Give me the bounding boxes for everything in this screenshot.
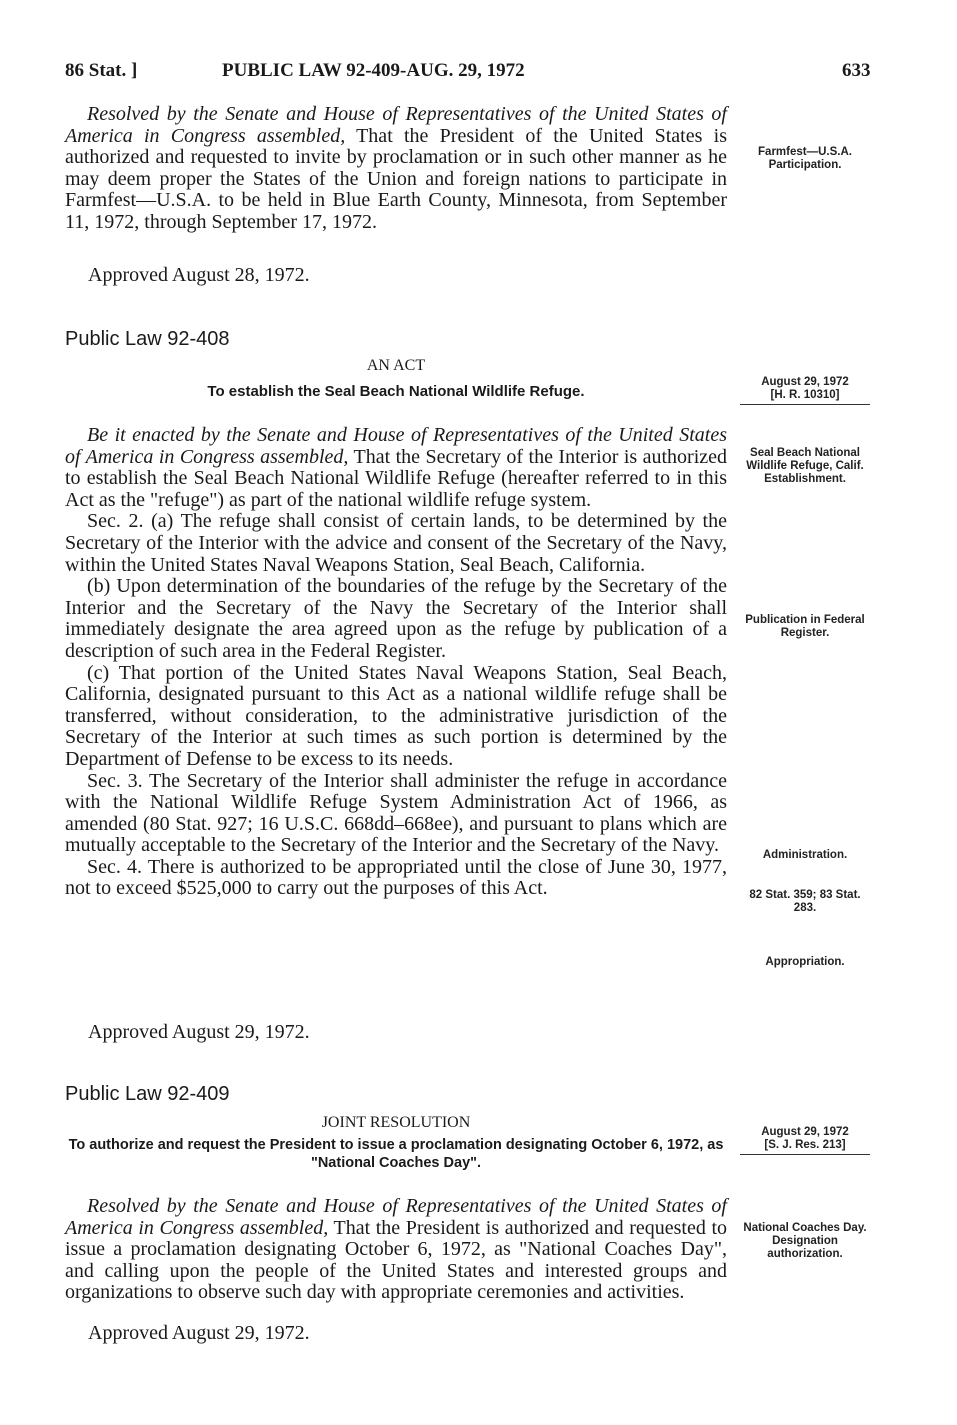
- resolution-409-text: That the President is authorized and requested to issue a proclamation designating October 6, 1972, as "National Coaches Day", and calling upon the people of the United States and interested groups and organizations to observe such day with appropriate ceremonies and activities.: [65, 1216, 728, 1304]
- margin-note-establishment: Seal Beach National Wildlife Refuge, Calif. Establishment.: [746, 447, 864, 485]
- section-1: That the Secretary of the Interior is authorized to establish the Seal Beach National Wildlife Refuge (hereafter referred to in this Act as the "refuge") as part of the national wildlife refuge system.: [65, 445, 728, 511]
- section-2c: (c) That portion of the United States Naval Weapons Station, Seal Beach, California, designated pursuant to this Act as a national wildlife refuge shall be transferred, without consideration, to the administrative jurisdiction of the Secretary of the Interior at such times as such portion is determined by the Department of Defense to be excess to its needs.: [65, 661, 727, 770]
- margin-note-administration: Administration.: [762, 849, 848, 861]
- approved-408: Approved August 29, 1972.: [88, 1021, 310, 1043]
- page-number: 633: [842, 60, 871, 81]
- margin-note-coaches-day: National Coaches Day. Designation authorization.: [743, 1222, 867, 1260]
- margin-note-publication: Publication in Federal Register.: [745, 614, 865, 639]
- joint-resolution-heading: JOINT RESOLUTION: [321, 1114, 471, 1131]
- resolved-clause: Resolved by the Senate and House of Representatives of the United States of America in Congress assembled,: [65, 103, 727, 147]
- bill-number-409: [S. J. Res. 213]: [740, 1139, 870, 1155]
- approved-farmfest: Approved August 28, 1972.: [88, 264, 310, 286]
- joint-resolution-title: To authorize and request the President to issue a proclamation designating October 6, 1972, as "National Coaches Day".: [68, 1137, 724, 1171]
- date-note: [740, 376, 870, 405]
- approved-409: Approved August 29, 1972.: [88, 1322, 310, 1344]
- section-2b: (b) Upon determination of the boundaries of the refuge by the Secretary of the Interior and the Secretary of the Navy the Secretary of the Interior shall immediately designate the area agreed upon as the refuge by publication of a description of such area in the Federal Register.: [65, 575, 727, 662]
- section-3: Sec. 3. The Secretary of the Interior shall administer the refuge in accordance with the National Wildlife Refuge System Administration Act of 1966, as amended (80 Stat. 927; 16 U.S.C. 668dd–668ee), and pursuant to plans which are mutually acceptable to the Secretary of the Interior and the Secretary of the Navy.: [65, 769, 727, 857]
- date-note-409-text: August 29, 1972: [761, 1126, 849, 1138]
- bill-number: [H. R. 10310]: [740, 389, 870, 405]
- date-note-409: [740, 1126, 870, 1155]
- enacting-clause: Be it enacted by the Senate and House of Representatives of the United States of America in Congress assembled,: [65, 424, 727, 468]
- resolved-clause-409: Resolved by the Senate and House of Representatives of the United States of America in Congress assembled,: [65, 1195, 727, 1239]
- public-law-409-label: Public Law 92-409: [65, 1083, 230, 1105]
- farmfest-body: That the President of the United States is authorized and requested to invite by proclamation or in such other manner as he may deem proper the States of the Union and foreign nations to participate in Farmfest—U.S.A. to be held in Blue Earth County, Minnesota, from September 11, 1972, through September 17, 1972.: [65, 124, 727, 233]
- margin-note-stat-ref: 82 Stat. 359; 83 Stat. 283.: [749, 889, 861, 914]
- section-4: Sec. 4. There is authorized to be appropriated until the close of June 30, 1977, not to exceed $525,000 to carry out the purposes of this Act.: [65, 855, 727, 900]
- header-title: PUBLIC LAW 92-409-AUG. 29, 1972: [222, 60, 525, 81]
- date-note-text: August 29, 1972: [761, 376, 849, 388]
- volume-label: 86 Stat. ]: [65, 60, 138, 81]
- section-2a: Sec. 2. (a) The refuge shall consist of certain lands, to be determined by the Secretary of the Interior with the advice and consent of the Secretary of the Navy, within the United States Naval Weapons Station, Seal Beach, California.: [65, 510, 727, 576]
- margin-note-farmfest: Farmfest—U.S.A. Participation.: [758, 146, 852, 171]
- public-law-label: Public Law 92-408: [65, 328, 230, 350]
- act-heading: AN ACT: [366, 357, 426, 374]
- act-title: To establish the Seal Beach National Wildlife Refuge.: [207, 383, 585, 400]
- resolution-409-body: [65, 1196, 727, 1304]
- farmfest-resolution: [65, 104, 727, 234]
- margin-note-appropriation: Appropriation.: [765, 956, 845, 968]
- act-408-body: [65, 425, 727, 900]
